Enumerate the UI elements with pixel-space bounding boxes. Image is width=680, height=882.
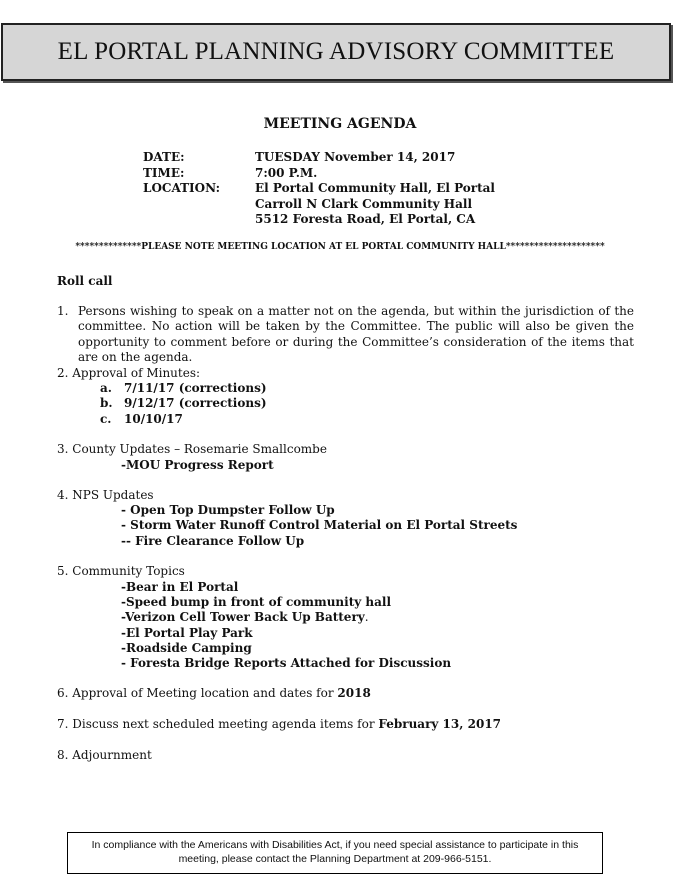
agenda-item-4: 4. NPS Updates <box>57 488 154 502</box>
sub-item: - Storm Water Runoff Control Material on El Portal Streets <box>121 518 518 532</box>
meeting-info <box>143 150 495 228</box>
sub-item: -Bear in El Portal <box>121 580 239 594</box>
sub-item: -- Fire Clearance Follow Up <box>121 534 305 548</box>
ada-notice-line-1: In compliance with the Americans with Disabilities Act, if you need special assistance to participate in this <box>91 839 579 851</box>
item-number: 1. <box>57 304 69 318</box>
roll-call: Roll call <box>57 274 113 288</box>
time-label: TIME: <box>143 165 185 180</box>
sub-item: -Verizon Cell Tower Back Up Battery. <box>121 610 369 624</box>
sub-item: -Roadside Camping <box>121 641 252 655</box>
committee-banner <box>1 23 671 81</box>
location-line-3: 5512 Foresta Road, El Portal, CA <box>255 212 476 226</box>
agenda-item-2: 2. Approval of Minutes: <box>57 366 201 380</box>
minutes-entry: c. 10/10/17 <box>100 412 183 426</box>
committee-title: EL PORTAL PLANNING ADVISORY COMMITTEE <box>57 38 615 65</box>
time-value: 7:00 P.M. <box>255 165 318 180</box>
location-line-2: Carroll N Clark Community Hall <box>255 196 472 211</box>
sub-item: -MOU Progress Report <box>121 458 274 472</box>
date-value: TUESDAY November 14, 2017 <box>255 150 456 164</box>
sub-item: - Foresta Bridge Reports Attached for Discussion <box>121 656 452 670</box>
ada-notice-line-2: meeting, please contact the Planning Department at 209-966-5151. <box>178 852 492 865</box>
date-label: DATE: <box>143 150 185 164</box>
agenda-item-6: 6. Approval of Meeting location and dates for 2018 <box>57 686 371 700</box>
minutes-entry: a. 7/11/17 (corrections) <box>100 381 267 395</box>
location-notice: **************PLEASE NOTE MEETING LOCATION AT EL PORTAL COMMUNITY HALL********************* <box>75 242 605 252</box>
sub-item: -Speed bump in front of community hall <box>121 595 392 609</box>
ada-notice <box>67 832 603 874</box>
agenda-item-3: 3. County Updates – Rosemarie Smallcombe <box>57 442 327 456</box>
sub-item: -El Portal Play Park <box>121 626 253 640</box>
minutes-entry: b. 9/12/17 (corrections) <box>100 396 267 410</box>
agenda-item-1 <box>57 304 634 366</box>
agenda-item-7: 7. Discuss next scheduled meeting agenda items for February 13, 2017 <box>57 717 502 731</box>
item-text: Persons wishing to speak on a matter not on the agenda, but within the jurisdiction of the committee. No action will be taken by the Committee. The public will also be given the opportunity to comment before or during the Committee’s consideration of the items that are on the agenda. <box>78 304 634 365</box>
agenda-item-5: 5. Community Topics <box>57 564 185 578</box>
location-line-1: El Portal Community Hall, El Portal <box>255 181 495 195</box>
location-label: LOCATION: <box>143 181 221 195</box>
agenda-item-8: 8. Adjournment <box>57 748 152 762</box>
sub-item: - Open Top Dumpster Follow Up <box>121 503 335 517</box>
agenda-title: MEETING AGENDA <box>263 116 417 132</box>
